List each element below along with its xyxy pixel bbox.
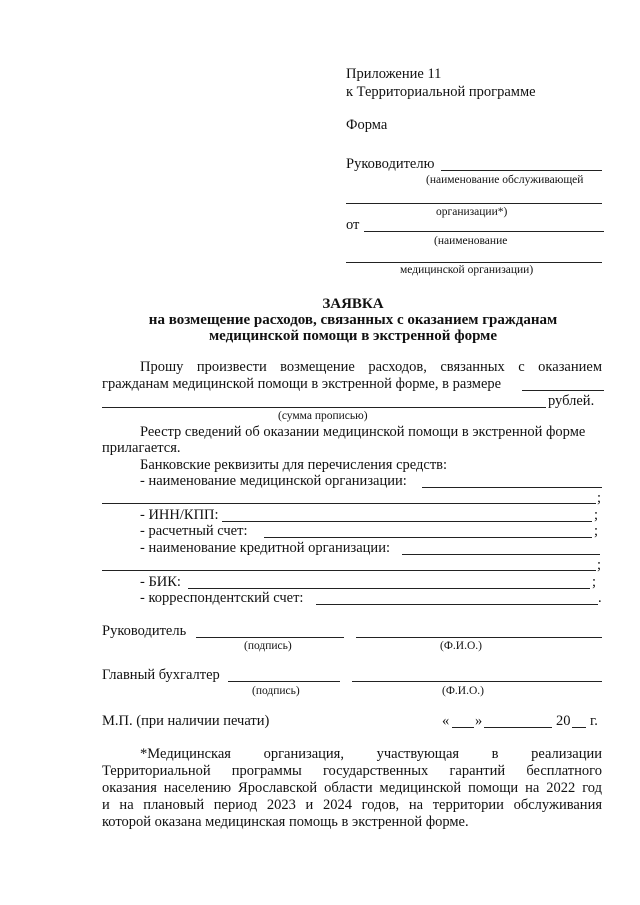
footnote-line-1: *Медицинская организация, участвующая в реализации [140, 746, 602, 762]
caption-organization: организации*) [436, 206, 508, 218]
caption-signature-2: (подпись) [252, 685, 300, 697]
document-title: ЗАЯВКА [322, 296, 384, 312]
account-line[interactable] [264, 537, 592, 538]
date-year-suffix: г. [590, 713, 598, 729]
date-quote-close: » [475, 713, 483, 729]
caption-sum-words: (сумма прописью) [278, 410, 368, 422]
corr-account-label: - корреспондентский счет: [140, 590, 304, 606]
semicolon-2: ; [594, 507, 599, 523]
corr-account-line[interactable] [316, 604, 598, 605]
caption-signature-1: (подпись) [244, 640, 292, 652]
date-year-prefix: 20 [556, 713, 571, 729]
caption-medical-org: медицинской организации) [400, 264, 534, 276]
recipient-line-2[interactable] [346, 203, 602, 204]
inn-kpp-label: - ИНН/КПП: [140, 507, 219, 523]
footnote-line-5: которой оказана медицинская помощь в экстренной форме. [102, 814, 469, 830]
appendix-number: Приложение 11 [346, 66, 442, 82]
bank-details-heading: Банковские реквизиты для перечисления средств: [140, 457, 448, 473]
head-to-label: Руководителю [346, 156, 435, 172]
program-reference: к Территориальной программе [346, 84, 536, 100]
stamp-label: М.П. (при наличии печати) [102, 713, 270, 729]
footnote-line-2: Территориальной программы государственных гарантий бесплатного [102, 763, 602, 779]
org-name-label: - наименование медицинской организации: [140, 473, 407, 489]
request-line-1: Прошу произвести возмещение расходов, связанных с оказанием [140, 359, 602, 375]
bik-line[interactable] [188, 588, 590, 589]
title-line-1: на возмещение расходов, связанных с оказанием гражданам [148, 312, 558, 328]
registry-line-2: прилагается. [102, 440, 181, 456]
date-quote-open: « [442, 713, 450, 729]
recipient-line[interactable] [441, 170, 602, 171]
semicolon-4: ; [597, 557, 602, 573]
account-label: - расчетный счет: [140, 523, 248, 539]
sender-line-2[interactable] [346, 262, 602, 263]
semicolon-1: ; [597, 490, 602, 506]
from-label: от [346, 217, 360, 233]
title-line-2: медицинской помощи в экстренной форме [208, 328, 498, 344]
head-signature-line[interactable] [196, 637, 344, 638]
date-year-line[interactable] [572, 727, 586, 728]
head-label: Руководитель [102, 623, 187, 639]
caption-fio-1: (Ф.И.О.) [440, 640, 482, 652]
bank-name-line-2[interactable] [102, 570, 596, 571]
accountant-fio-line[interactable] [352, 681, 602, 682]
accountant-signature-line[interactable] [228, 681, 340, 682]
inn-kpp-line[interactable] [222, 521, 592, 522]
bank-name-line[interactable] [402, 554, 600, 555]
sender-line[interactable] [364, 231, 604, 232]
semicolon-3: ; [594, 523, 599, 539]
caption-service-org: (наименование обслуживающей [426, 174, 584, 186]
caption-name: (наименование [434, 235, 508, 247]
registry-line-1: Реестр сведений об оказании медицинской помощи в экстренной форме [140, 424, 586, 440]
org-name-line-2[interactable] [102, 503, 596, 504]
bik-label: - БИК: [140, 574, 181, 590]
footnote-line-4: и на плановый период 2023 и 2024 годов, на территории обслуживания [102, 797, 602, 813]
semicolon-5: ; [592, 574, 597, 590]
org-name-line[interactable] [422, 487, 602, 488]
rubles-label: рублей. [548, 393, 595, 409]
amount-line[interactable] [522, 390, 604, 391]
footnote-line-3: оказания населению Ярославской области медицинской помощи на 2022 год [102, 780, 602, 796]
date-day-line[interactable] [452, 727, 474, 728]
form-label: Форма [346, 117, 388, 133]
period-mark: . [598, 590, 602, 606]
accountant-label: Главный бухгалтер [102, 667, 220, 683]
amount-words-line[interactable] [102, 407, 546, 408]
bank-name-label: - наименование кредитной организации: [140, 540, 390, 556]
date-month-line[interactable] [484, 727, 552, 728]
head-fio-line[interactable] [356, 637, 602, 638]
caption-fio-2: (Ф.И.О.) [442, 685, 484, 697]
request-line-2: гражданам медицинской помощи в экстренной форме, в размере [102, 376, 502, 392]
